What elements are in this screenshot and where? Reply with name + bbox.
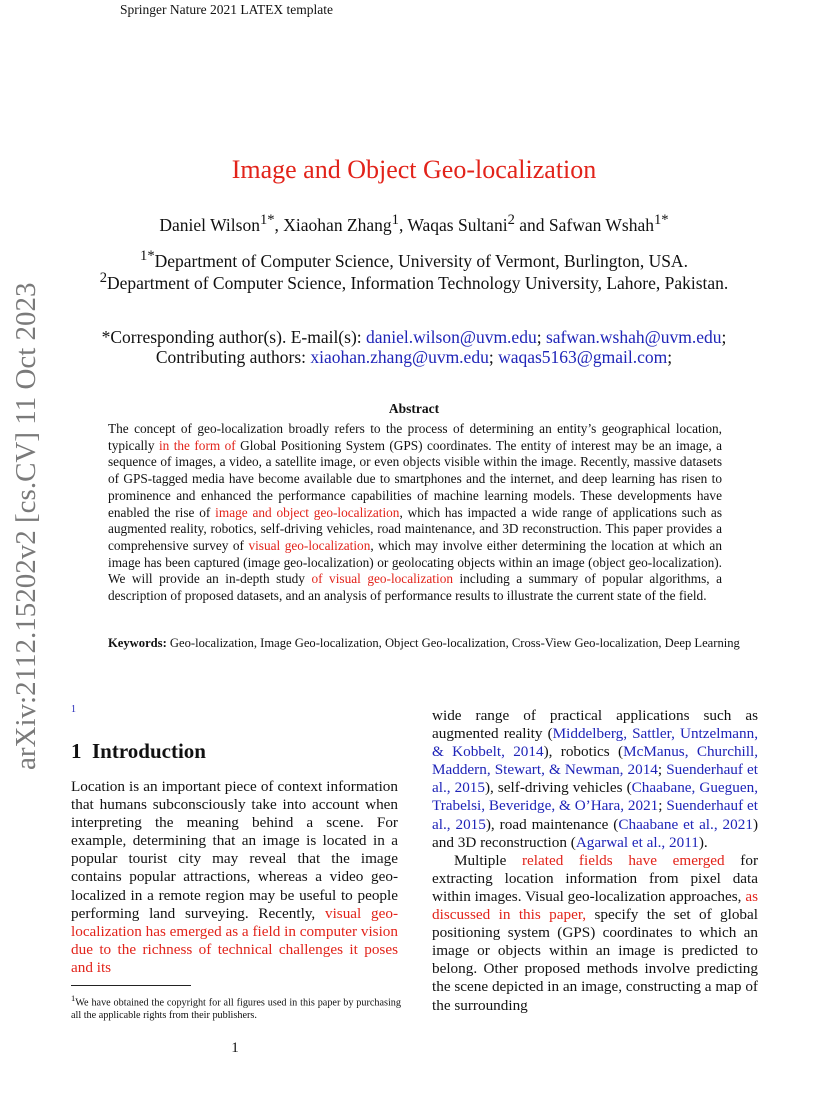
abstract-text: , which may involve either determining the location at which an image has been captured (image geo-localization) or geolocating objects within an image (object geo-localization). We will provide an in-depth study	[108, 537, 722, 587]
footnote-text: We have obtained the copyright for all figures used in this paper by purchasing all the applicable rights from their publishers.	[71, 997, 401, 1022]
body-text: ), road maintenance (	[485, 815, 619, 833]
highlighted-text: as discussed in this paper,	[432, 887, 758, 924]
corr-label: *Corresponding author(s). E-mail(s):	[101, 327, 367, 347]
affil-text: Department of Computer Science, University of Vermont, Burlington, USA.	[154, 250, 688, 271]
paper-title: Image and Object Geo-localization	[231, 155, 597, 184]
author-affil-mark: 1*	[259, 212, 275, 228]
citation-link[interactable]: Suenderhauf et al., 2015	[432, 797, 758, 833]
affiliation-2	[0, 270, 828, 294]
email-link[interactable]: daniel.wilson@uvm.edu	[366, 327, 537, 347]
affil-mark: 1*	[140, 248, 155, 264]
footnote-mark-link[interactable]: 1	[71, 704, 76, 715]
affiliation-1	[0, 248, 828, 272]
abstract-text: The concept of geo-localization broadly refers to the process of determining an entity’s geographical location, typically	[108, 421, 722, 453]
abstract-body	[108, 421, 722, 605]
highlighted-text: visual geo-localization	[248, 537, 371, 553]
abstract-text: Global Positioning System (GPS) coordinates. The entity of interest may be an image, a sequence of images, a video, a satellite image, or even objects visible within the image. Recently, massive datasets of GPS-tagged media have become available due to smartphones and the internet, and deep learning has risen to prominence and enhanced the performance capabilities of machine learning models. These developments have enabled the rise of	[108, 437, 722, 520]
running-header: Springer Nature 2021 LATEX template	[120, 2, 333, 17]
email-link[interactable]: safwan.wshah@uvm.edu	[545, 327, 722, 347]
footnote-rule	[71, 985, 191, 986]
email-link[interactable]: xiaohan.zhang@uvm.edu	[310, 347, 489, 367]
separator: ;	[721, 327, 727, 347]
section-heading	[71, 739, 206, 764]
author-affil-mark: 1	[391, 212, 399, 228]
abstract-text: including a summary of popular algorithms, a description of proposed datasets, and an analysis of performance results to illustrate the current state of the field.	[108, 571, 723, 604]
affil-mark: 2	[99, 270, 107, 286]
body-text: Location is an important piece of context information that humans subconsciously take into account when interpreting the meaning behind a scene. For example, determining that an image is located in a popular tourist city may reveal that the image contains popular attractions, whereas a video geo-localized in a remote region may be useful to people performing land surveying. Recently,	[71, 778, 398, 922]
highlighted-text: image and object geo-localization	[215, 504, 400, 520]
keywords	[108, 636, 748, 651]
citation-link[interactable]: Agarwal et al., 2011	[575, 833, 699, 851]
citation-link[interactable]: Suenderhauf et al., 2015	[432, 761, 758, 797]
separator: ;	[536, 327, 546, 347]
highlighted-text: in the form of	[158, 437, 236, 453]
affil-text: Department of Computer Science, Information Technology University, Lahore, Pakistan.	[106, 272, 729, 293]
footnote-sup: 1	[71, 993, 76, 1003]
highlighted-text: of visual geo-localization	[311, 571, 453, 587]
body-text: ;	[658, 797, 667, 815]
author-name: , Waqas Sultani	[398, 214, 508, 235]
left-column	[71, 778, 398, 977]
section-number: 1	[71, 739, 82, 763]
body-text: ), robotics (	[543, 743, 624, 761]
body-text: ) and 3D reconstruction (	[432, 815, 758, 851]
separator: ;	[488, 347, 499, 367]
citation-link[interactable]: Chaabane et al., 2021	[618, 815, 753, 833]
corresponding-authors	[0, 327, 828, 348]
page-number: 1	[231, 1040, 239, 1056]
citation-link[interactable]: Middelberg, Sattler, Untzelmann, & Kobbelt, 2014	[432, 725, 758, 761]
body-text: ;	[657, 761, 667, 779]
highlighted-text: visual geo-localization has emerged as a field in computer vision due to the richness of technical challenges it poses and its	[71, 904, 399, 976]
author-name: Daniel Wilson	[159, 214, 260, 235]
paragraph	[432, 852, 758, 1015]
section-title: Introduction	[92, 739, 206, 763]
author-affil-mark: 1*	[654, 212, 669, 228]
footnote	[71, 992, 401, 1022]
paragraph	[432, 707, 758, 852]
body-text: ).	[698, 833, 708, 851]
right-column	[432, 707, 758, 1015]
contributing-authors	[0, 347, 828, 368]
abstract-text: , which has impacted a wide range of applications such as augmented reality, robotics, self-driving vehicles, road maintenance, and 3D reconstruction. This paper provides a comprehensive survey of	[108, 504, 722, 553]
keywords-text: Geo-localization, Image Geo-localization, Object Geo-localization, Cross-View Geo-localization, Deep Learning	[166, 636, 740, 650]
body-text: Multiple	[454, 851, 522, 869]
highlighted-text: related fields have emerged	[521, 851, 725, 869]
body-text: ), self-driving vehicles (	[484, 779, 632, 797]
arxiv-stamp: arXiv:2112.15202v2 [cs.CV] 11 Oct 2023	[10, 282, 42, 770]
body-text: for extracting location information from pixel data within images. Visual geo-localization approaches,	[432, 851, 758, 905]
author-affil-mark: 2	[507, 212, 515, 228]
author-name: , Xiaohan Zhang	[274, 214, 392, 235]
contrib-label: Contributing authors:	[155, 347, 311, 367]
body-text: wide range of practical applications such as augmented reality (	[432, 707, 758, 743]
paragraph	[71, 778, 398, 977]
email-link[interactable]: waqas5163@gmail.com	[498, 347, 668, 367]
author-name: and Safwan Wshah	[514, 214, 655, 235]
body-text: specify the set of global positioning system (GPS) coordinates to which an image or objects within an image is predicted to belong. Other proposed methods involve predicting the scene depicted in an image, constructing a map of the surrounding	[432, 906, 758, 1014]
abstract-heading: Abstract	[388, 401, 440, 416]
citation-link[interactable]: Chaabane, Gueguen, Trabelsi, Beveridge, & O’Hara, 2021	[432, 779, 758, 815]
citation-link[interactable]: McManus, Churchill, Maddern, Stewart, & Newman, 2014	[432, 743, 758, 779]
keywords-label: Keywords:	[108, 636, 167, 650]
separator: ;	[667, 347, 673, 367]
author-list	[0, 212, 828, 236]
